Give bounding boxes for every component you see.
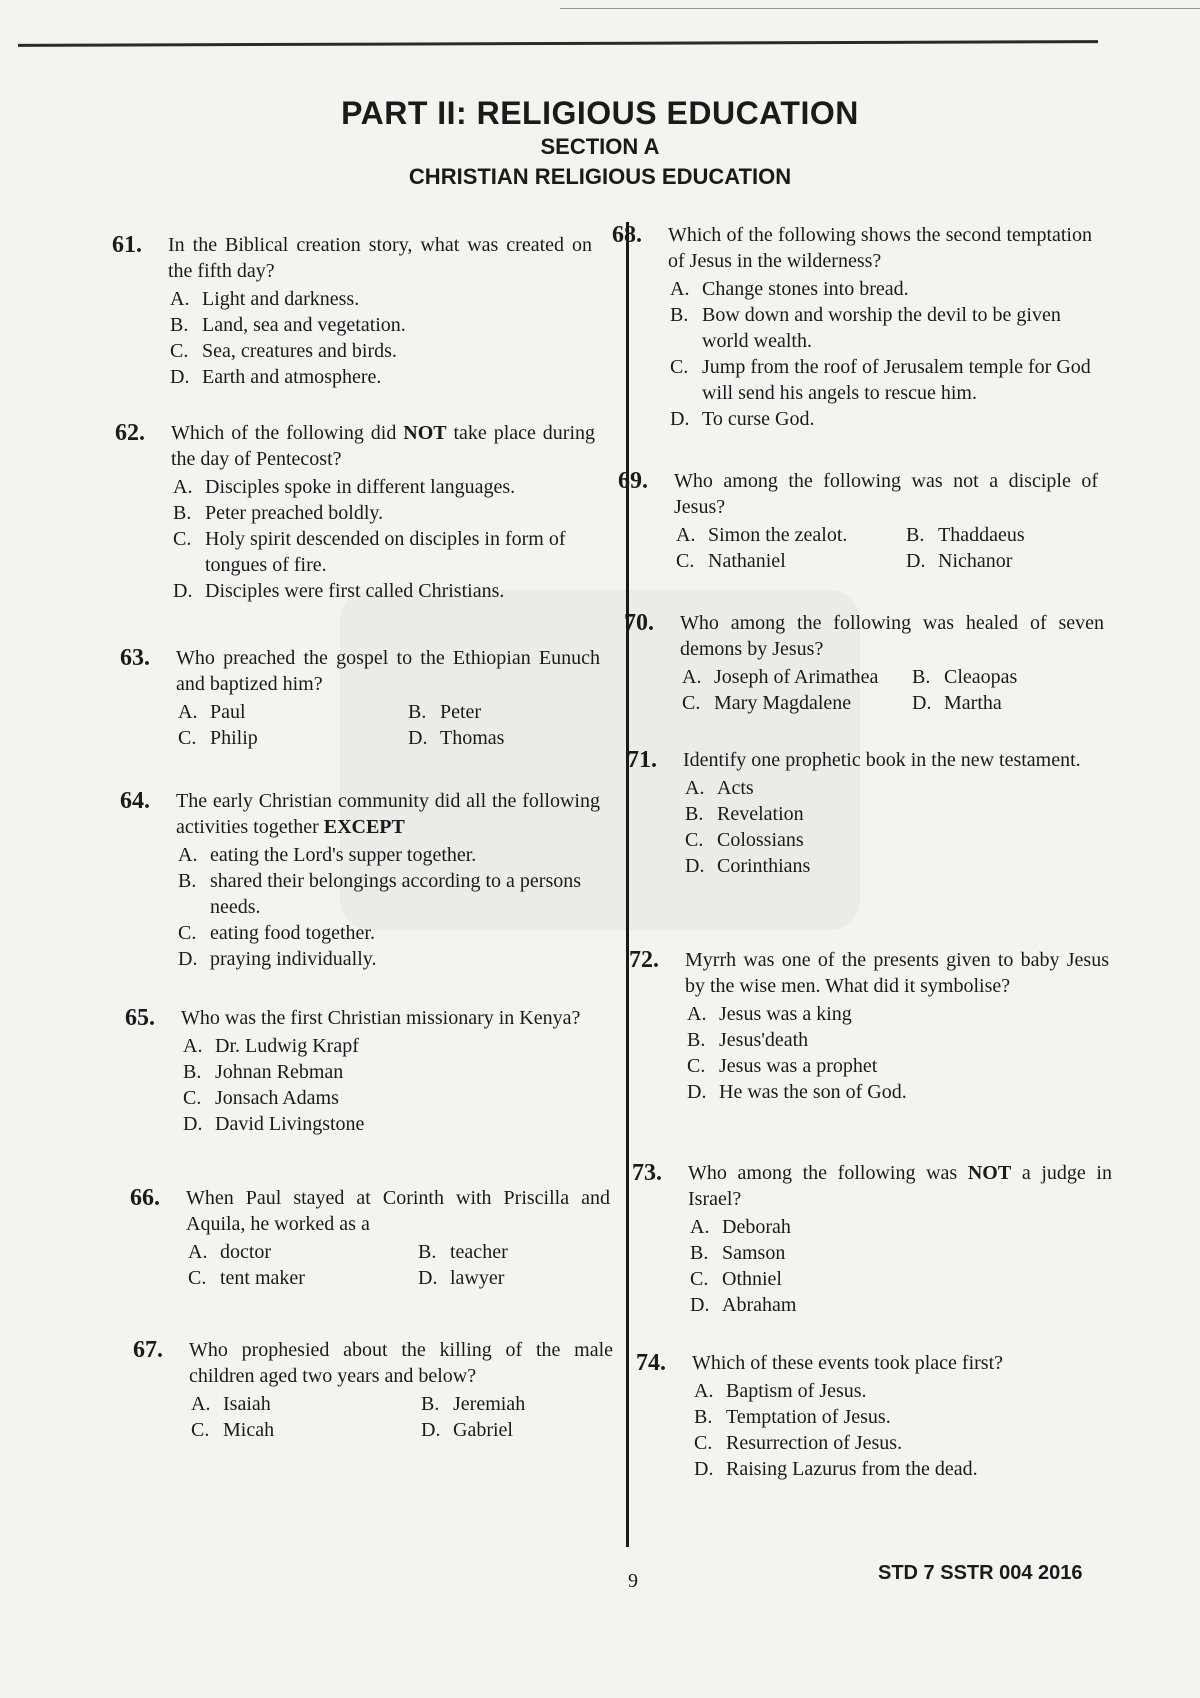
answer-option: [178, 699, 408, 725]
answer-option: [173, 578, 595, 604]
option-letter: A.: [170, 288, 190, 310]
option-text: shared their belongings according to a persons needs.: [210, 870, 582, 918]
answer-option: [173, 474, 595, 500]
answer-option: [421, 1391, 651, 1417]
option-letter: B.: [906, 524, 925, 546]
question-number: 63.: [120, 645, 150, 671]
question-text: Who preached the gospel to the Ethiopian Eunuch and baptized him?: [176, 647, 600, 695]
answer-options: [682, 664, 1104, 716]
exam-code: STD 7 SSTR 004 2016: [878, 1562, 1083, 1584]
option-text: praying individually.: [210, 948, 377, 970]
option-text: Colossians: [717, 829, 804, 851]
question-text: Who among the following was not a disciple of Jesus?: [674, 470, 1098, 518]
answer-options: [687, 1001, 1109, 1105]
question-68: [612, 222, 1092, 432]
answer-options: [178, 699, 600, 751]
option-text: To curse God.: [702, 408, 815, 430]
answer-option: [178, 920, 600, 946]
answer-options: [191, 1391, 613, 1443]
option-text: lawyer: [450, 1267, 505, 1289]
answer-options: [173, 474, 595, 604]
answer-option: [690, 1266, 1112, 1292]
option-text: Bow down and worship the devil to be given world wealth.: [702, 304, 1061, 352]
answer-option: [188, 1265, 418, 1291]
option-text: Samson: [722, 1242, 786, 1264]
answer-option: [178, 725, 408, 751]
answer-options: [183, 1033, 605, 1137]
top-rule: [18, 40, 1098, 47]
option-letter: B.: [183, 1061, 202, 1083]
question-text: Which of the following shows the second temptation of Jesus in the wilderness?: [668, 224, 1092, 272]
option-text: Dr. Ludwig Krapf: [215, 1035, 359, 1057]
question-text-part: The early Christian community did all the following activities together: [176, 790, 600, 838]
answer-option: [670, 406, 1092, 432]
question-64: [120, 788, 600, 972]
answer-option: [191, 1391, 421, 1417]
option-text: Jonsach Adams: [215, 1087, 339, 1109]
option-letter: A.: [694, 1380, 714, 1402]
question-text: Which of these events took place first?: [692, 1352, 1003, 1374]
answer-option: [170, 338, 592, 364]
question-number: 65.: [125, 1005, 155, 1031]
question-67: [133, 1337, 613, 1443]
option-letter: B.: [408, 701, 427, 723]
answer-option: [183, 1111, 605, 1137]
option-text: Peter preached boldly.: [205, 502, 384, 524]
option-letter: B.: [418, 1241, 437, 1263]
answer-option: [170, 312, 592, 338]
question-number: 66.: [130, 1185, 160, 1211]
answer-options: [188, 1239, 610, 1291]
answer-option: [170, 286, 592, 312]
option-text: Resurrection of Jesus.: [726, 1432, 903, 1454]
option-text: Cleaopas: [944, 666, 1018, 688]
answer-option: [178, 842, 600, 868]
option-text: Light and darkness.: [202, 288, 360, 310]
option-letter: B.: [170, 314, 189, 336]
option-text: Nathaniel: [708, 550, 786, 572]
question-66: [130, 1185, 610, 1291]
section-title: SECTION A: [540, 134, 660, 159]
option-letter: A.: [188, 1241, 208, 1263]
option-letter: A.: [676, 524, 696, 546]
answer-option: [178, 868, 600, 920]
option-text: Isaiah: [223, 1393, 271, 1415]
option-letter: C.: [173, 528, 192, 550]
answer-option: [694, 1456, 1116, 1482]
answer-option: [906, 548, 1136, 574]
question-61: [112, 232, 592, 390]
question-text: Who among the following was healed of seven demons by Jesus?: [680, 612, 1104, 660]
question-text: Who was the first Christian missionary in Kenya?: [181, 1007, 581, 1029]
option-letter: D.: [687, 1081, 707, 1103]
option-text: Jesus was a king: [719, 1003, 852, 1025]
question-text-part: Who among the following was: [688, 1162, 968, 1184]
option-letter: C.: [188, 1267, 207, 1289]
option-text: Jump from the roof of Jerusalem temple for God will send his angels to rescue him.: [702, 356, 1091, 404]
option-text: Change stones into bread.: [702, 278, 909, 300]
answer-option: [421, 1417, 651, 1443]
option-letter: B.: [421, 1393, 440, 1415]
question-74: [636, 1350, 1116, 1482]
question-65: [125, 1005, 605, 1137]
answer-option: [183, 1059, 605, 1085]
option-letter: C.: [685, 829, 704, 851]
question-69: [618, 468, 1098, 574]
option-letter: C.: [676, 550, 695, 572]
answer-option: [687, 1001, 1109, 1027]
option-letter: C.: [178, 727, 197, 749]
answer-option: [694, 1430, 1116, 1456]
option-text: Raising Lazurus from the dead.: [726, 1458, 978, 1480]
answer-option: [687, 1027, 1109, 1053]
answer-option: [183, 1033, 605, 1059]
option-text: Jesus'death: [719, 1029, 809, 1051]
option-letter: A.: [682, 666, 702, 688]
option-text: Jeremiah: [453, 1393, 526, 1415]
option-letter: D.: [178, 948, 198, 970]
option-letter: B.: [690, 1242, 709, 1264]
option-text: Sea, creatures and birds.: [202, 340, 397, 362]
option-text: doctor: [220, 1241, 272, 1263]
answer-options: [685, 775, 1107, 879]
answer-option: [690, 1292, 1112, 1318]
answer-options: [676, 522, 1098, 574]
option-letter: D.: [408, 727, 428, 749]
question-number: 74.: [636, 1350, 666, 1376]
option-text: Temptation of Jesus.: [726, 1406, 891, 1428]
option-text: Johnan Rebman: [215, 1061, 344, 1083]
option-letter: C.: [170, 340, 189, 362]
subject-title: CHRISTIAN RELIGIOUS EDUCATION: [408, 164, 792, 189]
option-letter: A.: [191, 1393, 211, 1415]
question-text: [171, 420, 595, 472]
option-text: Acts: [717, 777, 754, 799]
option-letter: A.: [178, 701, 198, 723]
option-text: Micah: [223, 1419, 275, 1441]
option-text: Nichanor: [938, 550, 1013, 572]
answer-option: [685, 775, 1107, 801]
option-text: David Livingstone: [215, 1113, 365, 1135]
option-letter: D.: [170, 366, 190, 388]
option-letter: A.: [183, 1035, 203, 1057]
option-text: Jesus was a prophet: [719, 1055, 878, 1077]
answer-option: [173, 500, 595, 526]
option-letter: B.: [178, 870, 197, 892]
answer-options: [694, 1378, 1116, 1482]
option-letter: A.: [690, 1216, 710, 1238]
option-text: Gabriel: [453, 1419, 513, 1441]
question-63: [120, 645, 600, 751]
option-letter: C.: [183, 1087, 202, 1109]
answer-option: [685, 827, 1107, 853]
question-number: 70.: [624, 610, 654, 636]
page-header: [0, 95, 1200, 190]
option-text: He was the son of God.: [719, 1081, 907, 1103]
option-letter: D.: [670, 408, 690, 430]
question-number: 64.: [120, 788, 150, 814]
option-letter: C.: [682, 692, 701, 714]
option-text: Thaddaeus: [938, 524, 1025, 546]
option-letter: A.: [685, 777, 705, 799]
question-number: 71.: [627, 747, 657, 773]
answer-option: [906, 522, 1136, 548]
option-text: Joseph of Arimathea: [714, 666, 879, 688]
option-letter: D.: [685, 855, 705, 877]
option-letter: A.: [178, 844, 198, 866]
option-letter: A.: [670, 278, 690, 300]
question-text-part: a judge in Israel?: [688, 1162, 1112, 1210]
option-letter: C.: [687, 1055, 706, 1077]
question-72: [629, 947, 1109, 1105]
answer-option: [670, 354, 1092, 406]
option-text: teacher: [450, 1241, 508, 1263]
question-text: In the Biblical creation story, what was created on the fifth day?: [168, 234, 592, 282]
option-letter: B.: [694, 1406, 713, 1428]
answer-option: [694, 1404, 1116, 1430]
answer-option: [170, 364, 592, 390]
option-letter: C.: [191, 1419, 210, 1441]
question-number: 73.: [632, 1160, 662, 1186]
answer-option: [682, 664, 912, 690]
option-letter: C.: [670, 356, 689, 378]
question-text: When Paul stayed at Corinth with Priscilla and Aquila, he worked as a: [186, 1187, 610, 1235]
option-letter: D.: [694, 1458, 714, 1480]
option-text: Simon the zealot.: [708, 524, 848, 546]
question-text: [176, 788, 600, 840]
option-letter: D.: [912, 692, 932, 714]
question-73: [632, 1160, 1112, 1318]
option-text: Peter: [440, 701, 482, 723]
option-letter: D.: [690, 1294, 710, 1316]
question-number: 62.: [115, 420, 145, 446]
answer-option: [408, 699, 638, 725]
question-71: [627, 747, 1107, 879]
answer-option: [690, 1214, 1112, 1240]
option-text: Thomas: [440, 727, 505, 749]
option-letter: B.: [912, 666, 931, 688]
option-text: Holy spirit descended on disciples in form of tongues of fire.: [205, 528, 566, 576]
answer-option: [690, 1240, 1112, 1266]
option-text: Corinthians: [717, 855, 811, 877]
answer-option: [418, 1265, 648, 1291]
answer-options: [690, 1214, 1112, 1318]
option-text: Earth and atmosphere.: [202, 366, 382, 388]
option-letter: C.: [690, 1268, 709, 1290]
option-letter: B.: [173, 502, 192, 524]
answer-option: [670, 276, 1092, 302]
option-text: Revelation: [717, 803, 804, 825]
question-number: 67.: [133, 1337, 163, 1363]
question-number: 69.: [618, 468, 648, 494]
option-letter: B.: [685, 803, 704, 825]
answer-options: [170, 286, 592, 390]
answer-option: [173, 526, 595, 578]
option-letter: C.: [178, 922, 197, 944]
option-letter: D.: [906, 550, 926, 572]
question-text-part: take place during the day of Pentecost?: [171, 422, 596, 470]
option-letter: C.: [694, 1432, 713, 1454]
option-text: Disciples spoke in different languages.: [205, 476, 516, 498]
question-number: 72.: [629, 947, 659, 973]
answer-option: [188, 1239, 418, 1265]
answer-option: [685, 853, 1107, 879]
question-text: Identify one prophetic book in the new testament.: [683, 749, 1081, 771]
answer-options: [670, 276, 1092, 432]
answer-option: [408, 725, 638, 751]
option-text: Paul: [210, 701, 246, 723]
option-letter: A.: [687, 1003, 707, 1025]
question-62: [115, 420, 595, 604]
option-text: eating the Lord's supper together.: [210, 844, 477, 866]
answer-option: [191, 1417, 421, 1443]
answer-option: [178, 946, 600, 972]
question-number: 61.: [112, 232, 142, 258]
option-letter: A.: [173, 476, 193, 498]
option-text: Abraham: [722, 1294, 797, 1316]
question-text-emphasis: NOT: [967, 1162, 1012, 1184]
option-text: Deborah: [722, 1216, 791, 1238]
question-text: Myrrh was one of the presents given to baby Jesus by the wise men. What did it symbolise?: [685, 949, 1109, 997]
answer-option: [912, 664, 1142, 690]
option-text: Disciples were first called Christians.: [205, 580, 505, 602]
answer-option: [676, 548, 906, 574]
option-letter: B.: [687, 1029, 706, 1051]
option-letter: D.: [421, 1419, 441, 1441]
question-number: 68.: [612, 222, 642, 248]
option-text: Philip: [210, 727, 258, 749]
question-70: [624, 610, 1104, 716]
option-text: Mary Magdalene: [714, 692, 852, 714]
question-text-emphasis: EXCEPT: [323, 816, 405, 838]
answer-options: [178, 842, 600, 972]
question-text: Who prophesied about the killing of the male children aged two years and below?: [189, 1339, 613, 1387]
answer-option: [694, 1378, 1116, 1404]
option-text: Baptism of Jesus.: [726, 1380, 867, 1402]
answer-option: [418, 1239, 648, 1265]
answer-option: [687, 1053, 1109, 1079]
page-number: 9: [628, 1570, 638, 1592]
question-text-part: Which of the following did: [171, 422, 404, 444]
answer-option: [676, 522, 906, 548]
answer-option: [685, 801, 1107, 827]
question-text-emphasis: NOT: [403, 422, 447, 444]
option-text: Martha: [944, 692, 1002, 714]
option-text: Land, sea and vegetation.: [202, 314, 406, 336]
option-text: eating food together.: [210, 922, 375, 944]
option-letter: B.: [670, 304, 689, 326]
option-letter: D.: [173, 580, 193, 602]
question-text: [688, 1160, 1112, 1212]
top-faint-rule: [560, 8, 1200, 9]
answer-option: [183, 1085, 605, 1111]
answer-option: [670, 302, 1092, 354]
option-letter: D.: [183, 1113, 203, 1135]
option-text: Othniel: [722, 1268, 782, 1290]
option-letter: D.: [418, 1267, 438, 1289]
answer-option: [682, 690, 912, 716]
answer-option: [687, 1079, 1109, 1105]
option-text: tent maker: [220, 1267, 305, 1289]
part-title: PART II: RELIGIOUS EDUCATION: [341, 95, 859, 131]
answer-option: [912, 690, 1142, 716]
